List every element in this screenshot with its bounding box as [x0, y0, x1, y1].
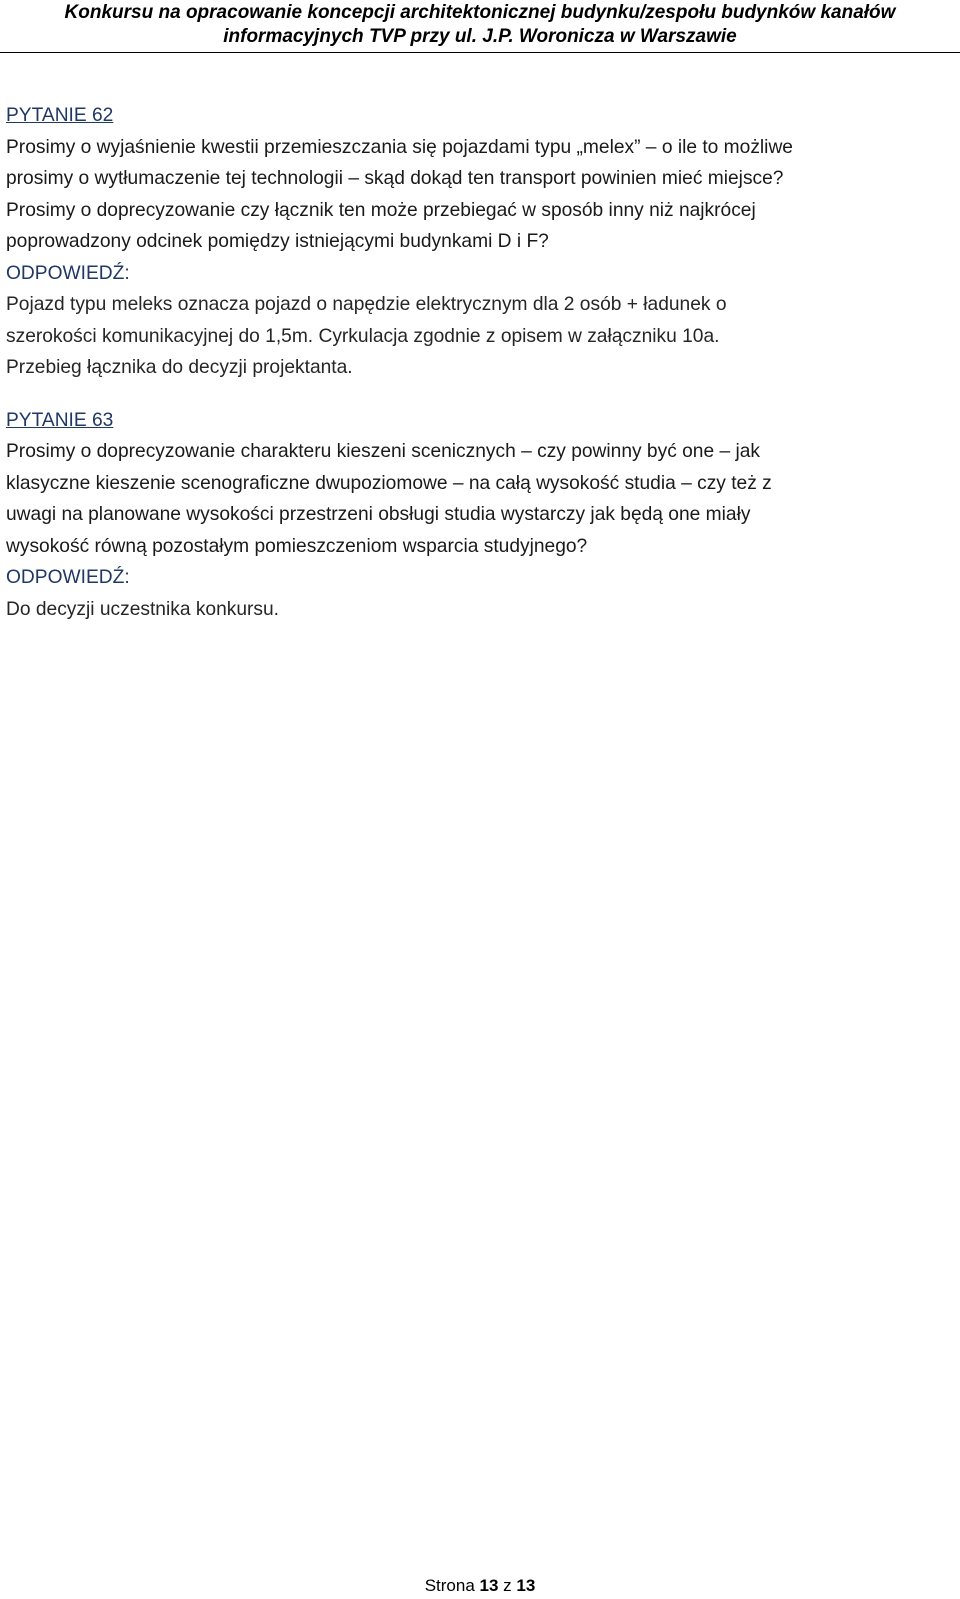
question-62 [6, 100, 946, 384]
question-line: poprowadzony odcinek pomiędzy istniejącymi budynkami D i F? [6, 231, 549, 252]
page-footer [0, 1576, 960, 1596]
footer-prefix: Strona [424, 1576, 480, 1595]
question-line: Prosimy o doprecyzowanie charakteru kieszeni scenicznych – czy powinny być one – jak [6, 441, 760, 462]
question-line: Prosimy o doprecyzowanie czy łącznik ten może przebiegać w sposób inny niż najkrócej [6, 199, 756, 221]
footer-total-pages: 13 [516, 1576, 536, 1595]
question-title: PYTANIE 62 [6, 105, 114, 126]
answer-label: ODPOWIEDŹ: [6, 567, 130, 588]
question-line: Prosimy o wyjaśnienie kwestii przemieszczania się pojazdami typu „melex” – o ile to możliwe [6, 136, 793, 158]
question-63 [6, 405, 946, 626]
question-title: PYTANIE 63 [6, 409, 114, 431]
header-line-1: Konkursu na opracowanie koncepcji architektonicznej budynku/zespołu budynków kanałów [64, 2, 896, 23]
question-line: uwagi na planowane wysokości przestrzeni obsługi studia wystarczy jak będą one miały [6, 504, 751, 525]
question-line: prosimy o wytłumaczenie tej technologii – skąd dokąd ten transport powinien mieć miejsce? [6, 168, 784, 189]
footer-page-number: 13 [479, 1576, 499, 1595]
answer-line: Do decyzji uczestnika konkursu. [6, 598, 280, 620]
document-header [0, 0, 960, 49]
header-divider [0, 52, 960, 53]
document-body [6, 100, 946, 625]
answer-line: szerokości komunikacyjnej do 1,5m. Cyrkulacja zgodnie z opisem w załączniku 10a. [6, 325, 720, 347]
question-line: wysokość równą pozostałym pomieszczeniom wsparcia studyjnego? [6, 535, 588, 557]
question-line: klasyczne kieszenie scenograficzne dwupoziomowe – na całą wysokość studia – czy też z [6, 472, 772, 494]
header-line-2: informacyjnych TVP przy ul. J.P. Woronicza w Warszawie [223, 26, 737, 47]
footer-separator: z [498, 1576, 517, 1595]
answer-line: Przebieg łącznika do decyzji projektanta. [6, 357, 353, 378]
answer-label: ODPOWIEDŹ: [6, 262, 130, 284]
answer-line: Pojazd typu meleks oznacza pojazd o napędzie elektrycznym dla 2 osób + ładunek o [6, 294, 727, 315]
section-spacer [6, 384, 946, 405]
